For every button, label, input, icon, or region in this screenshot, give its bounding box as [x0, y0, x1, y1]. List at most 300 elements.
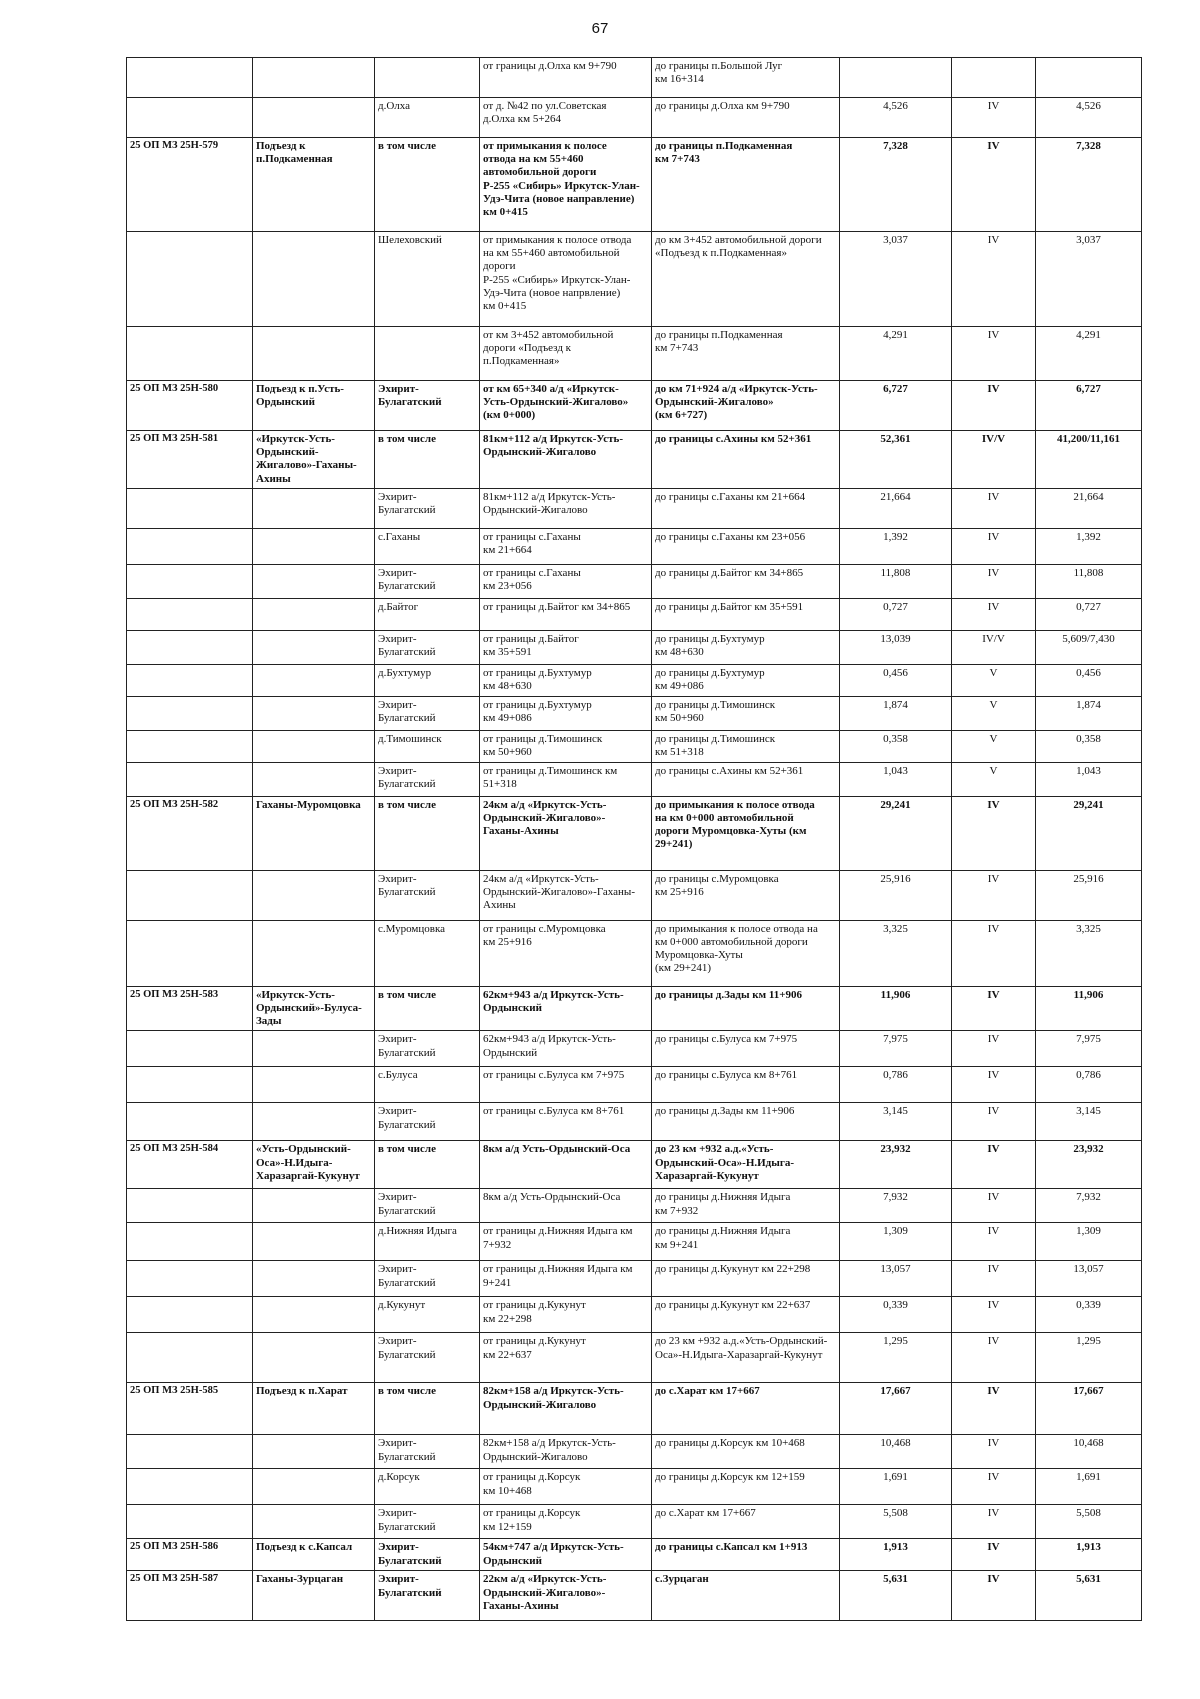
road-class-cell: IV: [952, 1469, 1036, 1505]
road-class-cell: IV: [952, 98, 1036, 138]
length-by-class-cell: 0,358: [1036, 730, 1142, 762]
road-class-cell: IV: [952, 986, 1036, 1031]
length-cell: 25,916: [840, 870, 952, 920]
road-index-cell: [127, 870, 253, 920]
table-row: [127, 1223, 1142, 1261]
length-cell: 1,309: [840, 1223, 952, 1261]
road-class-cell: IV: [952, 1103, 1036, 1141]
segment-start-cell: от границы д.Байтог км 34+865: [480, 598, 652, 630]
length-by-class-cell: [1036, 58, 1142, 98]
road-index-cell: 25 ОП МЗ 25Н-585: [127, 1383, 253, 1435]
table-row: [127, 870, 1142, 920]
road-index-cell: 25 ОП МЗ 25Н-579: [127, 138, 253, 232]
segment-start-cell: 54км+747 а/д Иркутск-Усть- Ордынский: [480, 1539, 652, 1571]
segment-end-cell: до с.Харат км 17+667: [652, 1505, 840, 1539]
table-row: [127, 1435, 1142, 1469]
table-row: [127, 98, 1142, 138]
road-index-cell: [127, 598, 253, 630]
length-cell: 29,241: [840, 796, 952, 870]
road-class-cell: V: [952, 762, 1036, 796]
segment-end-cell: до границы п.Подкаменная км 7+743: [652, 138, 840, 232]
segment-end-cell: до границы д.Тимошинск км 51+318: [652, 730, 840, 762]
road-name-cell: [253, 1067, 375, 1103]
road-index-cell: [127, 664, 253, 696]
segment-end-cell: до примыкания к полосе отвода на км 0+000 автомобильной дороги Муромцовка-Хуты (км 29+241): [652, 796, 840, 870]
road-index-cell: [127, 1223, 253, 1261]
segment-end-cell: до границы с.Гаханы км 21+664: [652, 488, 840, 528]
segment-start-cell: от границы д.Корсук км 12+159: [480, 1505, 652, 1539]
table-row: [127, 696, 1142, 730]
road-name-cell: [253, 1261, 375, 1297]
area-cell: Эхирит- Булагатский: [375, 1505, 480, 1539]
area-cell: Эхирит- Булагатский: [375, 564, 480, 598]
road-name-cell: Подъезд к с.Капсал: [253, 1539, 375, 1571]
area-cell: в том числе: [375, 431, 480, 489]
road-index-cell: [127, 1103, 253, 1141]
length-by-class-cell: 3,145: [1036, 1103, 1142, 1141]
table-row: [127, 598, 1142, 630]
roads-table: [126, 57, 1142, 1621]
road-index-cell: [127, 762, 253, 796]
area-cell: в том числе: [375, 1383, 480, 1435]
length-cell: 3,325: [840, 920, 952, 986]
road-class-cell: V: [952, 696, 1036, 730]
table-row: [127, 796, 1142, 870]
length-cell: 0,786: [840, 1067, 952, 1103]
road-name-cell: [253, 920, 375, 986]
segment-end-cell: до границы п.Подкаменная км 7+743: [652, 327, 840, 381]
length-cell: 11,906: [840, 986, 952, 1031]
road-name-cell: [253, 1505, 375, 1539]
table-row: [127, 488, 1142, 528]
road-name-cell: Подъезд к п.Харат: [253, 1383, 375, 1435]
road-name-cell: [253, 1031, 375, 1067]
length-by-class-cell: 1,309: [1036, 1223, 1142, 1261]
table-row: [127, 1297, 1142, 1333]
table-row: [127, 381, 1142, 431]
segment-start-cell: от границы д.Тимошинск км 50+960: [480, 730, 652, 762]
length-cell: 5,508: [840, 1505, 952, 1539]
road-class-cell: V: [952, 730, 1036, 762]
segment-end-cell: до границы д.Зады км 11+906: [652, 1103, 840, 1141]
length-by-class-cell: 7,328: [1036, 138, 1142, 232]
road-class-cell: IV: [952, 1261, 1036, 1297]
road-name-cell: [253, 232, 375, 327]
segment-start-cell: от границы д.Нижняя Идыга км 9+241: [480, 1261, 652, 1297]
area-cell: Эхирит- Булагатский: [375, 630, 480, 664]
segment-start-cell: от км 3+452 автомобильной дороги «Подъезд к п.Подкаменная»: [480, 327, 652, 381]
road-index-cell: [127, 1435, 253, 1469]
road-name-cell: [253, 1103, 375, 1141]
area-cell: Шелеховский: [375, 232, 480, 327]
length-cell: 1,874: [840, 696, 952, 730]
area-cell: Эхирит- Булагатский: [375, 870, 480, 920]
segment-start-cell: от примыкания к полосе отвода на км 55+460 автомобильной дороги Р-255 «Сибирь» Иркутск-Улан- Удэ-Чита (новое напрвление) км 0+415: [480, 232, 652, 327]
segment-end-cell: до км 3+452 автомобильной дороги «Подъезд к п.Подкаменная»: [652, 232, 840, 327]
road-name-cell: «Усть-Ордынский- Оса»-Н.Идыга- Харазаргай-Кукунут: [253, 1141, 375, 1189]
road-class-cell: IV: [952, 528, 1036, 564]
road-class-cell: IV: [952, 1539, 1036, 1571]
length-by-class-cell: 23,932: [1036, 1141, 1142, 1189]
area-cell: [375, 58, 480, 98]
road-name-cell: [253, 528, 375, 564]
segment-start-cell: 24км а/д «Иркутск-Усть- Ордынский-Жигалово»- Гаханы-Ахины: [480, 796, 652, 870]
area-cell: с.Муромцовка: [375, 920, 480, 986]
length-by-class-cell: 5,631: [1036, 1571, 1142, 1621]
area-cell: с.Булуса: [375, 1067, 480, 1103]
area-cell: Эхирит- Булагатский: [375, 1031, 480, 1067]
length-cell: 11,808: [840, 564, 952, 598]
area-cell: в том числе: [375, 138, 480, 232]
road-index-cell: [127, 232, 253, 327]
road-index-cell: [127, 730, 253, 762]
length-cell: 7,975: [840, 1031, 952, 1067]
table-row: [127, 1469, 1142, 1505]
length-by-class-cell: 10,468: [1036, 1435, 1142, 1469]
length-by-class-cell: 7,932: [1036, 1189, 1142, 1223]
road-name-cell: Гаханы-Муромцовка: [253, 796, 375, 870]
length-cell: 6,727: [840, 381, 952, 431]
road-class-cell: IV: [952, 1333, 1036, 1383]
segment-start-cell: от границы д.Корсук км 10+468: [480, 1469, 652, 1505]
table-row: [127, 986, 1142, 1031]
road-class-cell: IV: [952, 564, 1036, 598]
length-cell: [840, 58, 952, 98]
length-by-class-cell: 5,508: [1036, 1505, 1142, 1539]
segment-start-cell: от км 65+340 а/д «Иркутск- Усть-Ордынский-Жигалово» (км 0+000): [480, 381, 652, 431]
length-by-class-cell: 11,906: [1036, 986, 1142, 1031]
road-class-cell: IV: [952, 1435, 1036, 1469]
road-name-cell: Гаханы-Зурцаган: [253, 1571, 375, 1621]
segment-start-cell: от границы с.Булуса км 8+761: [480, 1103, 652, 1141]
length-cell: 4,526: [840, 98, 952, 138]
area-cell: д.Нижняя Идыга: [375, 1223, 480, 1261]
segment-end-cell: до км 71+924 а/д «Иркутск-Усть- Ордынский-Жигалово» (км 6+727): [652, 381, 840, 431]
road-class-cell: IV/V: [952, 431, 1036, 489]
road-index-cell: 25 ОП МЗ 25Н-583: [127, 986, 253, 1031]
table-row: [127, 1189, 1142, 1223]
area-cell: Эхирит- Булагатский: [375, 1333, 480, 1383]
segment-start-cell: 62км+943 а/д Иркутск-Усть- Ордынский: [480, 986, 652, 1031]
table-row: [127, 730, 1142, 762]
table-row: [127, 664, 1142, 696]
roads-table-body: [127, 58, 1142, 1621]
road-index-cell: 25 ОП МЗ 25Н-584: [127, 1141, 253, 1189]
road-class-cell: [952, 58, 1036, 98]
length-by-class-cell: 1,874: [1036, 696, 1142, 730]
segment-end-cell: до границы с.Гаханы км 23+056: [652, 528, 840, 564]
table-row: [127, 1261, 1142, 1297]
length-cell: 1,392: [840, 528, 952, 564]
area-cell: д.Бухтумур: [375, 664, 480, 696]
segment-start-cell: 82км+158 а/д Иркутск-Усть- Ордынский-Жигалово: [480, 1383, 652, 1435]
road-name-cell: [253, 1223, 375, 1261]
road-index-cell: [127, 1031, 253, 1067]
road-class-cell: IV: [952, 138, 1036, 232]
road-name-cell: Подъезд к п.Усть- Ордынский: [253, 381, 375, 431]
length-cell: 7,328: [840, 138, 952, 232]
area-cell: в том числе: [375, 986, 480, 1031]
area-cell: д.Олха: [375, 98, 480, 138]
segment-start-cell: от примыкания к полосе отвода на км 55+460 автомобильной дороги Р-255 «Сибирь» Иркутск-Улан- Удэ-Чита (новое направление) км 0+415: [480, 138, 652, 232]
table-row: [127, 1539, 1142, 1571]
table-row: [127, 1505, 1142, 1539]
length-by-class-cell: 25,916: [1036, 870, 1142, 920]
road-index-cell: [127, 528, 253, 564]
road-name-cell: [253, 664, 375, 696]
road-class-cell: IV: [952, 1031, 1036, 1067]
segment-start-cell: 81км+112 а/д Иркутск-Усть- Ордынский-Жигалово: [480, 431, 652, 489]
area-cell: д.Корсук: [375, 1469, 480, 1505]
length-by-class-cell: 41,200/11,161: [1036, 431, 1142, 489]
road-class-cell: IV: [952, 1189, 1036, 1223]
segment-end-cell: до границы д.Нижняя Идыга км 9+241: [652, 1223, 840, 1261]
length-by-class-cell: 11,808: [1036, 564, 1142, 598]
road-name-cell: «Иркутск-Усть- Ордынский- Жигалово»-Гаханы- Ахины: [253, 431, 375, 489]
segment-start-cell: 81км+112 а/д Иркутск-Усть- Ордынский-Жигалово: [480, 488, 652, 528]
road-index-cell: [127, 488, 253, 528]
area-cell: д.Байтог: [375, 598, 480, 630]
segment-start-cell: от границы д.Бухтумур км 48+630: [480, 664, 652, 696]
segment-start-cell: 82км+158 а/д Иркутск-Усть- Ордынский-Жигалово: [480, 1435, 652, 1469]
segment-end-cell: до границы с.Ахины км 52+361: [652, 762, 840, 796]
segment-start-cell: 62км+943 а/д Иркутск-Усть- Ордынский: [480, 1031, 652, 1067]
length-cell: 17,667: [840, 1383, 952, 1435]
length-by-class-cell: 13,057: [1036, 1261, 1142, 1297]
area-cell: Эхирит- Булагатский: [375, 1539, 480, 1571]
segment-end-cell: до границы д.Тимошинск км 50+960: [652, 696, 840, 730]
area-cell: Эхирит- Булагатский: [375, 1103, 480, 1141]
length-cell: 21,664: [840, 488, 952, 528]
segment-start-cell: от границы с.Гаханы км 23+056: [480, 564, 652, 598]
road-index-cell: [127, 1297, 253, 1333]
segment-end-cell: до границы д.Корсук км 12+159: [652, 1469, 840, 1505]
road-index-cell: [127, 58, 253, 98]
road-name-cell: [253, 488, 375, 528]
road-name-cell: [253, 1189, 375, 1223]
segment-start-cell: от границы д.Тимошинск км 51+318: [480, 762, 652, 796]
segment-start-cell: от границы д.Кукунут км 22+298: [480, 1297, 652, 1333]
segment-end-cell: до 23 км +932 а.д.«Усть-Ордынский- Оса»-Н.Идыга-Харазаргай-Кукунут: [652, 1333, 840, 1383]
road-class-cell: IV: [952, 796, 1036, 870]
area-cell: Эхирит- Булагатский: [375, 762, 480, 796]
length-cell: 0,727: [840, 598, 952, 630]
road-class-cell: IV: [952, 1141, 1036, 1189]
segment-end-cell: до границы д.Бухтумур км 48+630: [652, 630, 840, 664]
road-index-cell: [127, 630, 253, 664]
segment-start-cell: от границы д.Байтог км 35+591: [480, 630, 652, 664]
road-name-cell: [253, 1469, 375, 1505]
length-by-class-cell: 1,691: [1036, 1469, 1142, 1505]
table-row: [127, 431, 1142, 489]
length-cell: 3,037: [840, 232, 952, 327]
road-index-cell: [127, 1067, 253, 1103]
area-cell: в том числе: [375, 1141, 480, 1189]
segment-end-cell: до границы д.Кукунут км 22+298: [652, 1261, 840, 1297]
segment-end-cell: до границы д.Нижняя Идыга км 7+932: [652, 1189, 840, 1223]
segment-start-cell: от д. №42 по ул.Советская д.Олха км 5+264: [480, 98, 652, 138]
length-cell: 0,456: [840, 664, 952, 696]
segment-end-cell: до границы с.Ахины км 52+361: [652, 431, 840, 489]
road-class-cell: IV: [952, 1223, 1036, 1261]
length-by-class-cell: 1,913: [1036, 1539, 1142, 1571]
length-by-class-cell: 4,526: [1036, 98, 1142, 138]
area-cell: д.Тимошинск: [375, 730, 480, 762]
length-cell: 1,691: [840, 1469, 952, 1505]
road-class-cell: IV: [952, 1067, 1036, 1103]
area-cell: Эхирит- Булагатский: [375, 1189, 480, 1223]
length-cell: 13,039: [840, 630, 952, 664]
road-class-cell: IV: [952, 920, 1036, 986]
table-row: [127, 1103, 1142, 1141]
length-by-class-cell: 0,339: [1036, 1297, 1142, 1333]
road-name-cell: «Иркутск-Усть- Ордынский»-Булуса- Зады: [253, 986, 375, 1031]
road-class-cell: IV: [952, 1571, 1036, 1621]
segment-end-cell: до границы с.Капсал км 1+913: [652, 1539, 840, 1571]
length-by-class-cell: 1,295: [1036, 1333, 1142, 1383]
length-cell: 1,043: [840, 762, 952, 796]
road-index-cell: [127, 696, 253, 730]
segment-start-cell: 8км а/д Усть-Ордынский-Оса: [480, 1189, 652, 1223]
segment-start-cell: от границы с.Гаханы км 21+664: [480, 528, 652, 564]
segment-start-cell: от границы с.Булуса км 7+975: [480, 1067, 652, 1103]
length-by-class-cell: 1,043: [1036, 762, 1142, 796]
area-cell: с.Гаханы: [375, 528, 480, 564]
road-name-cell: [253, 564, 375, 598]
table-row: [127, 920, 1142, 986]
length-by-class-cell: 3,037: [1036, 232, 1142, 327]
road-class-cell: IV: [952, 598, 1036, 630]
segment-end-cell: до с.Харат км 17+667: [652, 1383, 840, 1435]
segment-start-cell: 8км а/д Усть-Ордынский-Оса: [480, 1141, 652, 1189]
road-name-cell: [253, 730, 375, 762]
length-cell: 23,932: [840, 1141, 952, 1189]
length-cell: 5,631: [840, 1571, 952, 1621]
length-by-class-cell: 4,291: [1036, 327, 1142, 381]
length-cell: 0,339: [840, 1297, 952, 1333]
length-by-class-cell: 0,456: [1036, 664, 1142, 696]
road-index-cell: [127, 1333, 253, 1383]
road-name-cell: [253, 630, 375, 664]
road-class-cell: IV: [952, 327, 1036, 381]
area-cell: Эхирит- Булагатский: [375, 1435, 480, 1469]
length-by-class-cell: 0,786: [1036, 1067, 1142, 1103]
road-class-cell: IV: [952, 381, 1036, 431]
area-cell: Эхирит- Булагатский: [375, 381, 480, 431]
segment-end-cell: до границы д.Бухтумур км 49+086: [652, 664, 840, 696]
segment-end-cell: до границы д.Корсук км 10+468: [652, 1435, 840, 1469]
page-number: 67: [591, 20, 609, 37]
segment-end-cell: до примыкания к полосе отвода на км 0+000 автомобильной дороги Муромцовка-Хуты (км 29+241): [652, 920, 840, 986]
area-cell: Эхирит- Булагатский: [375, 696, 480, 730]
segment-end-cell: до границы с.Булуса км 8+761: [652, 1067, 840, 1103]
road-index-cell: 25 ОП МЗ 25Н-586: [127, 1539, 253, 1571]
area-cell: Эхирит- Булагатский: [375, 1571, 480, 1621]
road-class-cell: IV: [952, 488, 1036, 528]
table-row: [127, 1571, 1142, 1621]
road-class-cell: IV: [952, 1505, 1036, 1539]
length-cell: 4,291: [840, 327, 952, 381]
road-class-cell: IV: [952, 1383, 1036, 1435]
table-row: [127, 327, 1142, 381]
length-by-class-cell: 6,727: [1036, 381, 1142, 431]
road-name-cell: [253, 58, 375, 98]
road-class-cell: IV: [952, 870, 1036, 920]
segment-end-cell: до границы с.Муромцовка км 25+916: [652, 870, 840, 920]
segment-end-cell: до 23 км +932 а.д.«Усть- Ордынский-Оса»-Н.Идыга- Харазаргай-Кукунут: [652, 1141, 840, 1189]
segment-end-cell: с.Зурцаган: [652, 1571, 840, 1621]
segment-end-cell: до границы с.Булуса км 7+975: [652, 1031, 840, 1067]
road-index-cell: 25 ОП МЗ 25Н-587: [127, 1571, 253, 1621]
segment-start-cell: от границы д.Нижняя Идыга км 7+932: [480, 1223, 652, 1261]
road-name-cell: [253, 1297, 375, 1333]
segment-end-cell: до границы п.Большой Луг км 16+314: [652, 58, 840, 98]
length-by-class-cell: 1,392: [1036, 528, 1142, 564]
length-by-class-cell: 29,241: [1036, 796, 1142, 870]
segment-end-cell: до границы д.Байтог км 34+865: [652, 564, 840, 598]
segment-start-cell: 22км а/д «Иркутск-Усть- Ордынский-Жигалово»- Гаханы-Ахины: [480, 1571, 652, 1621]
road-class-cell: IV: [952, 232, 1036, 327]
length-by-class-cell: 3,325: [1036, 920, 1142, 986]
table-row: [127, 232, 1142, 327]
area-cell: д.Кукунут: [375, 1297, 480, 1333]
road-name-cell: [253, 598, 375, 630]
table-row: [127, 528, 1142, 564]
segment-start-cell: от границы д.Бухтумур км 49+086: [480, 696, 652, 730]
length-cell: 1,295: [840, 1333, 952, 1383]
length-by-class-cell: 21,664: [1036, 488, 1142, 528]
area-cell: Эхирит- Булагатский: [375, 488, 480, 528]
road-index-cell: [127, 1469, 253, 1505]
road-index-cell: 25 ОП МЗ 25Н-581: [127, 431, 253, 489]
road-name-cell: [253, 98, 375, 138]
road-index-cell: [127, 1189, 253, 1223]
table-row: [127, 1067, 1142, 1103]
road-index-cell: [127, 920, 253, 986]
length-by-class-cell: 0,727: [1036, 598, 1142, 630]
length-cell: 3,145: [840, 1103, 952, 1141]
table-row: [127, 58, 1142, 98]
area-cell: [375, 327, 480, 381]
length-by-class-cell: 17,667: [1036, 1383, 1142, 1435]
segment-end-cell: до границы д.Олха км 9+790: [652, 98, 840, 138]
table-row: [127, 1141, 1142, 1189]
road-index-cell: [127, 564, 253, 598]
length-by-class-cell: 7,975: [1036, 1031, 1142, 1067]
segment-end-cell: до границы д.Зады км 11+906: [652, 986, 840, 1031]
road-index-cell: [127, 98, 253, 138]
road-index-cell: [127, 1261, 253, 1297]
road-class-cell: IV: [952, 1297, 1036, 1333]
length-cell: 0,358: [840, 730, 952, 762]
road-name-cell: [253, 696, 375, 730]
road-name-cell: [253, 762, 375, 796]
length-cell: 10,468: [840, 1435, 952, 1469]
road-name-cell: [253, 1333, 375, 1383]
road-index-cell: 25 ОП МЗ 25Н-582: [127, 796, 253, 870]
road-name-cell: [253, 1435, 375, 1469]
table-row: [127, 762, 1142, 796]
road-index-cell: 25 ОП МЗ 25Н-580: [127, 381, 253, 431]
segment-start-cell: от границы д.Олха км 9+790: [480, 58, 652, 98]
table-row: [127, 564, 1142, 598]
length-cell: 13,057: [840, 1261, 952, 1297]
table-row: [127, 1383, 1142, 1435]
length-cell: 7,932: [840, 1189, 952, 1223]
table-row: [127, 1031, 1142, 1067]
area-cell: в том числе: [375, 796, 480, 870]
road-index-cell: [127, 1505, 253, 1539]
